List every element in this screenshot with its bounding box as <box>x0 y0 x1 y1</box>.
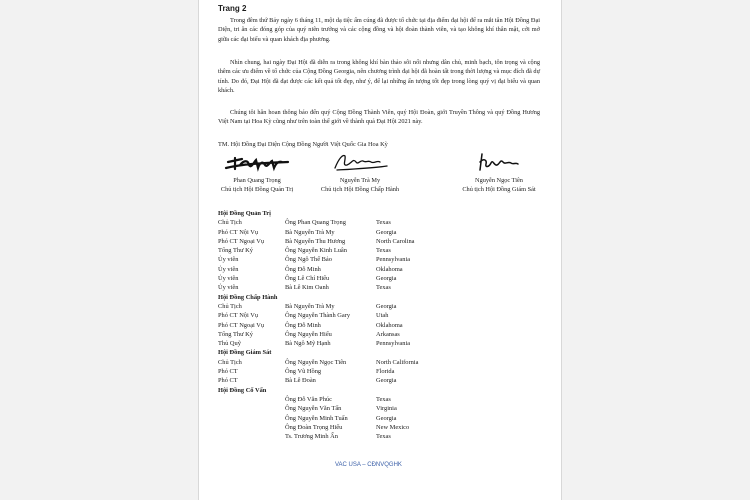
member-name: Ông Ngô Thế Bảo <box>285 256 332 264</box>
member-name: Bà Lê Đoàn <box>285 377 316 385</box>
member-role <box>218 404 285 413</box>
member-row <box>218 330 476 339</box>
member-state: Georgia <box>376 228 397 236</box>
member-role: Ủy viên <box>218 265 239 273</box>
signature-block-3 <box>434 150 564 194</box>
member-role: Ủy viên <box>218 256 239 264</box>
member-role: Thủ Quỹ <box>218 340 241 348</box>
member-role: Phó CT Ngoại Vụ <box>218 321 265 329</box>
member-row <box>218 358 476 367</box>
member-name: Ông Nguyễn Văn Tấn <box>285 405 342 413</box>
member-name: Ông Vũ Hồng <box>285 368 322 376</box>
photo-credit: VAC USA – CĐNVQGHK <box>335 462 402 468</box>
member-role: Phó CT Nội Vụ <box>218 228 259 236</box>
member-name: Bà Nguyễn Thu Hương <box>285 237 346 245</box>
member-row <box>218 376 476 385</box>
member-state: North California <box>376 358 419 366</box>
member-role: Phó CT Ngoại Vụ <box>218 237 265 245</box>
member-role: Chủ Tịch <box>218 358 242 366</box>
section-title: Hội Đồng Chấp Hành <box>218 293 278 301</box>
member-role: Chủ Tịch <box>218 219 242 227</box>
member-state: Texas <box>376 284 391 292</box>
signature-1-handwriting <box>222 150 292 174</box>
member-state: Georgia <box>376 302 397 310</box>
member-state: Oklahoma <box>376 265 403 273</box>
member-name: Bà Ngô Mỹ Hạnh <box>285 340 331 348</box>
section-header <box>218 386 476 395</box>
member-row <box>218 218 476 227</box>
member-state: Texas <box>376 219 391 227</box>
member-row <box>218 274 476 283</box>
board-roster <box>218 209 476 441</box>
member-row <box>218 228 476 237</box>
signatory-1-title: Chủ tịch Hội Đồng Quản Trị <box>220 186 294 193</box>
member-name: Bà Nguyễn Trà My <box>285 228 335 236</box>
member-state: Georgia <box>376 377 397 385</box>
member-row <box>218 367 476 376</box>
paragraph-gala-dinner: Trong đêm thứ Bảy ngày 6 tháng 11, một dạ tiệc ấm cúng đã được tổ chức tại địa điểm đại hội để ra mắt tân Hội Đồng Đại Diện, tri ân các đóng góp của quý niên trưởng và các cộng đồng và hội đoàn thành viên, và tạo không khí thân mật, cởi mở giữa các đại biểu và quan khách địa phương. <box>218 17 540 43</box>
member-name: Ông Đỗ Minh <box>285 265 321 273</box>
member-state: Virginia <box>376 405 397 413</box>
member-row <box>218 311 476 320</box>
member-row <box>218 404 476 413</box>
signatory-2-name: Nguyễn Trà My <box>339 177 381 184</box>
member-state: Utah <box>376 312 389 320</box>
member-state: Florida <box>376 368 395 376</box>
member-row <box>218 283 476 292</box>
member-name: Ts. Trương Minh Ẩn <box>285 433 338 441</box>
signature-3-handwriting <box>464 150 534 174</box>
member-role: Ủy viên <box>218 275 239 283</box>
member-role: Tổng Thư Ký <box>218 330 253 338</box>
member-row <box>218 237 476 246</box>
member-row <box>218 246 476 255</box>
section-header <box>218 209 476 218</box>
member-row <box>218 321 476 330</box>
member-row <box>218 255 476 264</box>
member-row <box>218 414 476 423</box>
member-name: Bà Nguyễn Trà My <box>285 302 335 310</box>
signatory-1-name: Phan Quang Trọng <box>233 177 281 184</box>
member-name: Ông Đoàn Trọng Hiếu <box>285 423 343 431</box>
member-row <box>218 265 476 274</box>
member-state: Georgia <box>376 414 397 422</box>
signatory-3-name: Nguyễn Ngọc Tiên <box>475 177 523 184</box>
member-row <box>218 302 476 311</box>
member-state: Oklahoma <box>376 321 403 329</box>
member-role <box>218 423 285 432</box>
section-header <box>218 348 476 357</box>
member-role <box>218 395 285 404</box>
member-row <box>218 423 476 432</box>
member-name: Ông Nguyễn Minh Tuấn <box>285 414 348 422</box>
member-state: North Carolina <box>376 237 415 245</box>
on-behalf-line: TM. Hội Đồng Đại Diện Cộng Đồng Người Việt Quốc Gia Hoa Kỳ <box>218 141 388 148</box>
signature-block-2 <box>295 150 425 194</box>
paragraph-announcement: Chúng tôi hân hoan thông báo đến quý Cộng Đồng Thành Viên, quý Hội Đoàn, giới Truyền Thông và quý Đồng Hương Việt Nam tại Hoa Kỳ cũng như trên toàn thế giới về thành quả Đại Hội 2021 này. <box>218 109 540 126</box>
section-title: Hội Đồng Quản Trị <box>218 210 271 217</box>
page-label: Trang 2 <box>218 4 247 13</box>
member-row <box>218 395 476 404</box>
signature-2-handwriting <box>325 150 395 174</box>
member-state: Texas <box>376 433 391 441</box>
member-role: Chủ Tịch <box>218 302 242 310</box>
member-state: Pennsylvania <box>376 340 411 348</box>
member-state: Pennsylvania <box>376 256 411 264</box>
paragraph-summary: Nhìn chung, hai ngày Đại Hội đã diễn ra trong không khí bàn thảo sôi nổi nhưng dân chủ, minh bạch, tôn trọng và cộng thêm các ưu điểm về tổ chức của Cộng Đồng Georgia, nên chương trình đại hội đã hoàn tất trong thời lượng và mục đích đã dự tính. Do đó, Đại Hội đã đạt được các kết quả tốt đẹp, như ý, để lại những ấn tượng tốt đẹp trong lòng quý vị đại biểu và quan khách. <box>218 59 540 94</box>
member-role: Phó CT <box>218 377 238 385</box>
member-name: Ông Nguyễn Ngọc Tiên <box>285 358 347 366</box>
member-name: Ông Nguyễn Kinh Luân <box>285 247 347 255</box>
member-role: Phó CT Nội Vụ <box>218 312 259 320</box>
member-role <box>218 414 285 423</box>
member-role: Tổng Thư Ký <box>218 247 253 255</box>
signatory-3-title: Chủ tịch Hội Đồng Giám Sát <box>462 186 536 193</box>
member-state: Texas <box>376 247 391 255</box>
member-name: Ông Nguyễn Thành Gary <box>285 312 351 320</box>
member-state: New Mexico <box>376 423 410 431</box>
member-name: Ông Đỗ Văn Phúc <box>285 395 332 403</box>
member-name: Ông Nguyễn Hiếu <box>285 330 332 338</box>
section-title: Hội Đồng Cố Vấn <box>218 386 267 394</box>
member-state: Arkansas <box>376 330 400 338</box>
member-name: Bà Lê Kim Oanh <box>285 284 329 292</box>
member-name: Ông Phan Quang Trọng <box>285 219 346 227</box>
member-row <box>218 339 476 348</box>
member-name: Ông Đỗ Minh <box>285 321 321 329</box>
member-role: Phó CT <box>218 368 238 376</box>
member-state: Georgia <box>376 275 397 283</box>
member-role: Ủy viên <box>218 284 239 292</box>
section-title: Hội Đồng Giám Sát <box>218 349 272 357</box>
section-header <box>218 293 476 302</box>
member-name: Ông Lê Chí Hiếu <box>285 275 330 283</box>
member-role <box>218 432 285 441</box>
signatory-2-title: Chủ tịch Hội Đồng Chấp Hành <box>320 186 400 193</box>
member-state: Texas <box>376 395 391 403</box>
member-row <box>218 432 476 441</box>
